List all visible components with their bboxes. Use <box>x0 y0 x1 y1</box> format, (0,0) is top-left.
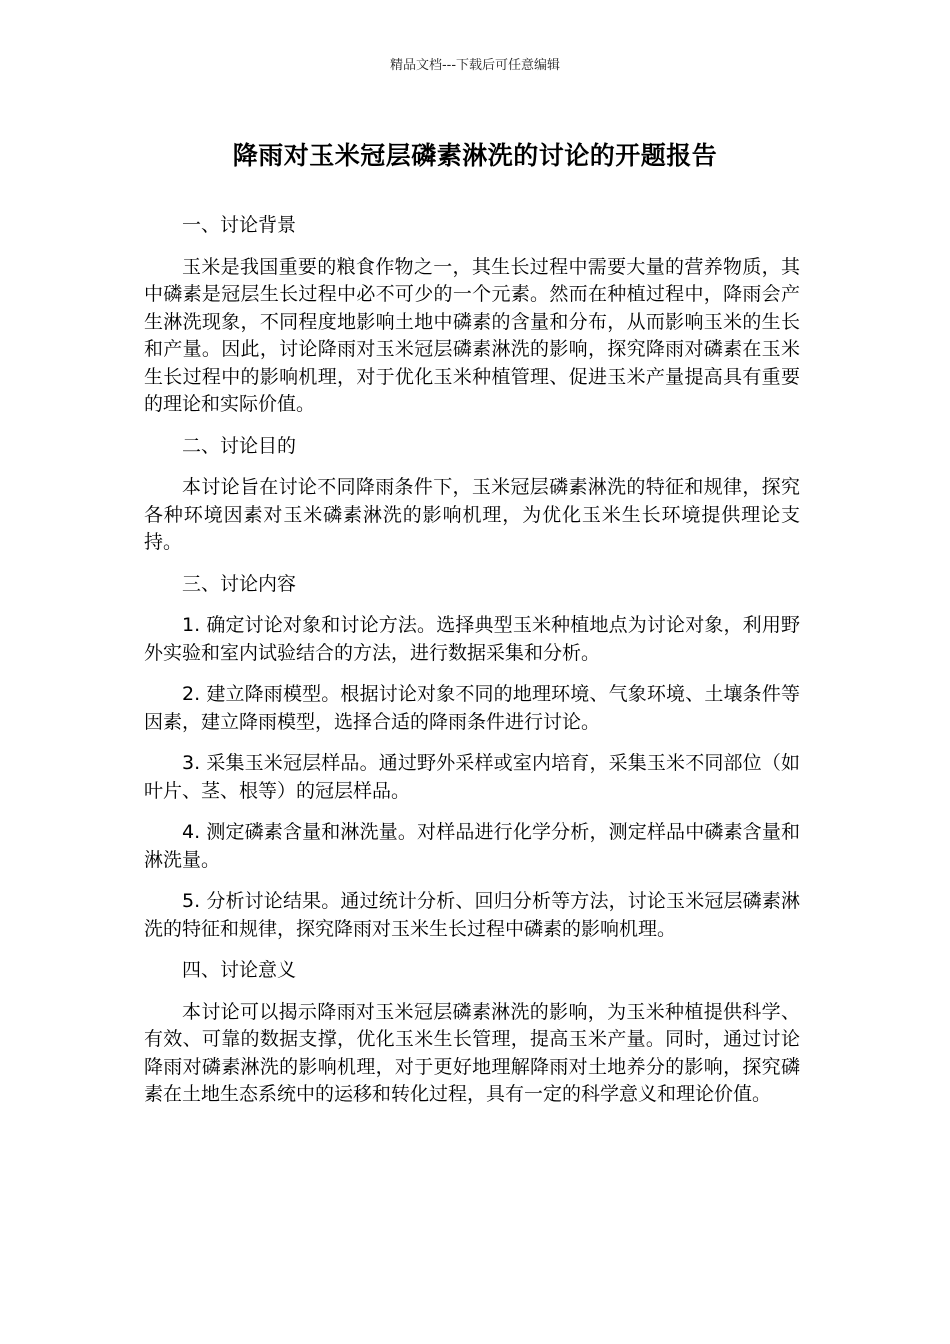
section-heading: 四、讨论意义 <box>182 959 297 981</box>
header-note: 精品文档---下载后可任意编辑 <box>389 58 561 73</box>
section-purpose <box>144 433 800 557</box>
section-content <box>144 571 800 944</box>
section-heading: 一、讨论背景 <box>182 214 297 236</box>
paragraph: 玉米是我国重要的粮食作物之一，其生长过程中需要大量的营养物质，其中磷素是冠层生长过程中必不可少的一个元素。然而在种植过程中，降雨会产生淋洗现象，不同程度地影响土地中磷素的含量和分布，从而影响玉米的生长和产量。因此，讨论降雨对玉米冠层磷素淋洗的影响，探究降雨对磷素在玉米生长过程中的影响机理，对于优化玉米种植管理、促进玉米产量提高具有重要的理论和实际价值。 <box>144 255 800 415</box>
list-item: 3. 采集玉米冠层样品。通过野外采样或室内培育，采集玉米不同部位（如叶片、茎、根等）的冠层样品。 <box>144 752 800 802</box>
list-item: 5. 分析讨论结果。通过统计分析、回归分析等方法，讨论玉米冠层磷素淋洗的特征和规律，探究降雨对玉米生长过程中磷素的影响机理。 <box>144 890 800 940</box>
list-item: 4. 测定磷素含量和淋洗量。对样品进行化学分析，测定样品中磷素含量和淋洗量。 <box>144 821 800 871</box>
list-item: 2. 建立降雨模型。根据讨论对象不同的地理环境、气象环境、土壤条件等因素，建立降雨模型，选择合适的降雨条件进行讨论。 <box>144 683 800 733</box>
section-background <box>144 212 800 419</box>
section-heading: 三、讨论内容 <box>182 572 297 595</box>
document-body <box>144 212 800 1123</box>
paragraph: 本讨论旨在讨论不同降雨条件下，玉米冠层磷素淋洗的特征和规律，探究各种环境因素对玉米磷素淋洗的影响机理，为优化玉米生长环境提供理论支持。 <box>144 476 800 553</box>
document-title: 降雨对玉米冠层磷素淋洗的讨论的开题报告 <box>232 141 718 170</box>
list-item: 1. 确定讨论对象和讨论方法。选择典型玉米种植地点为讨论对象，利用野外实验和室内试验结合的方法，进行数据采集和分析。 <box>144 614 800 664</box>
section-heading: 二、讨论目的 <box>182 434 297 457</box>
paragraph: 本讨论可以揭示降雨对玉米冠层磷素淋洗的影响，为玉米种植提供科学、有效、可靠的数据支撑，优化玉米生长管理，提高玉米产量。同时，通过讨论降雨对磷素淋洗的影响机理，对于更好地理解降雨对土地养分的影响，探究磷素在土地生态系统中的运移和转化过程，具有一定的科学意义和理论价值。 <box>144 1000 800 1105</box>
section-significance <box>144 957 800 1109</box>
